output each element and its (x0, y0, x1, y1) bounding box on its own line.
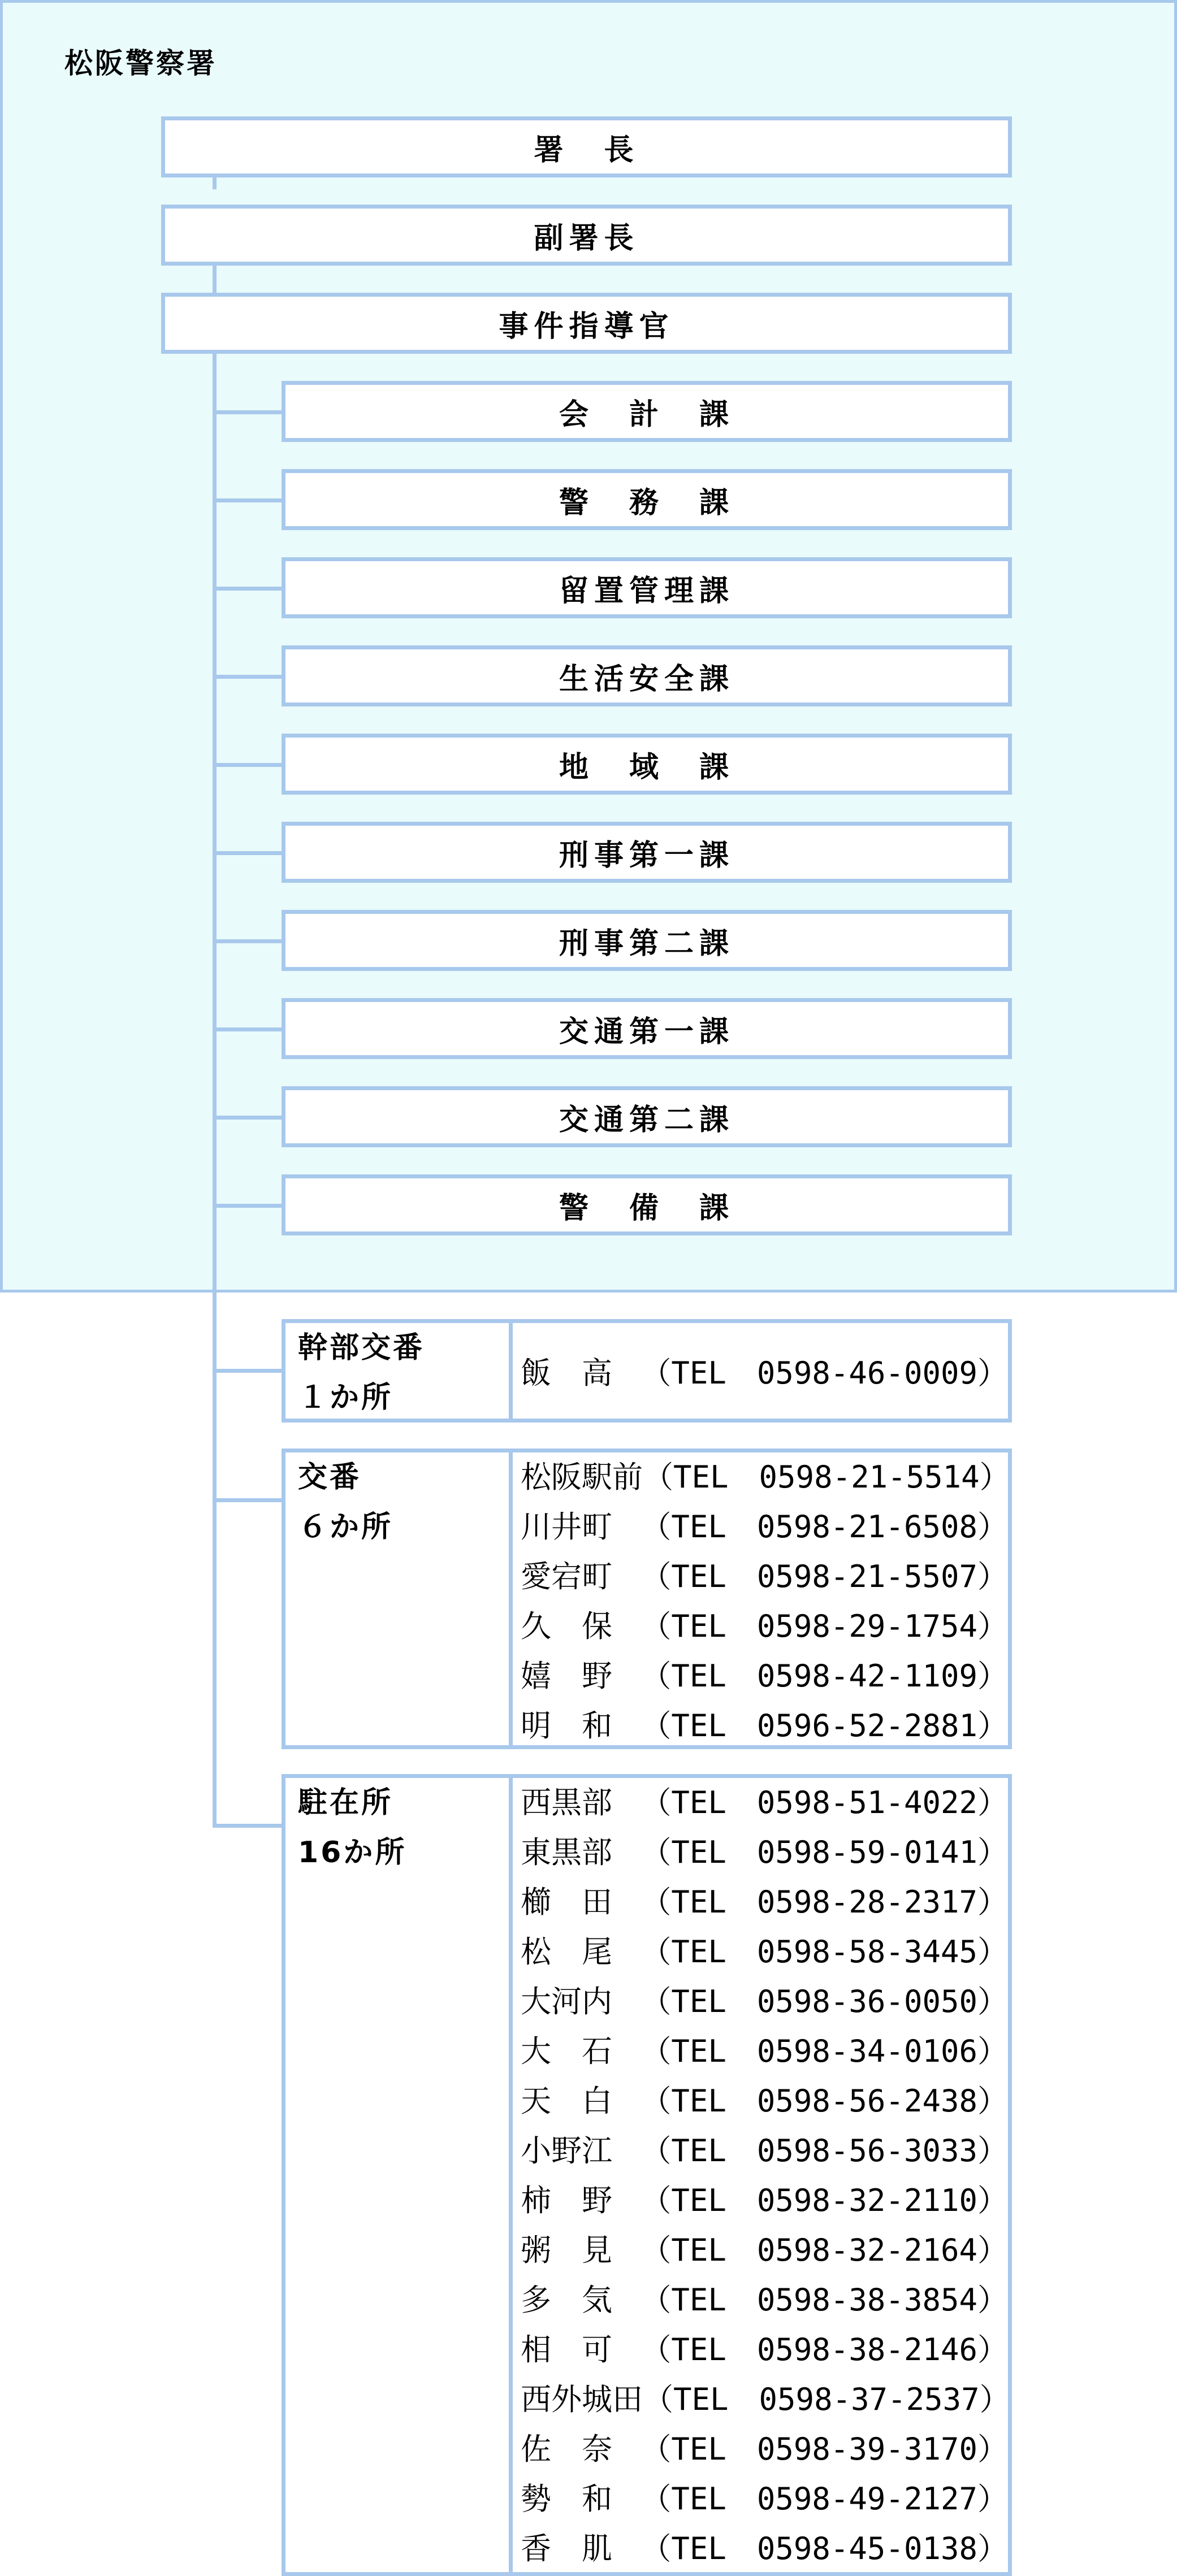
list-item (513, 1348, 1008, 1398)
section-criminal-2: 刑事第二課 (282, 910, 1012, 971)
post-name: 愛宕町 (521, 1559, 612, 1594)
post-tel: （TEL 0598-56-3033） (641, 2133, 1008, 2169)
post-tel: （TEL 0598-38-2146） (641, 2332, 1008, 2367)
section-security: 警 備 課 (282, 1174, 1012, 1235)
post-name: 嬉 野 (521, 1658, 612, 1694)
post-tel: （TEL 0598-39-3170） (641, 2431, 1008, 2467)
top-connector-line (213, 264, 217, 294)
list-item (513, 1651, 1008, 1701)
post-group-chuzaisho (282, 1774, 1012, 2576)
list-item (513, 2375, 1008, 2425)
post-name: 川井町 (521, 1509, 612, 1545)
post-tel: （TEL 0598-36-0050） (641, 1984, 1008, 2019)
branch-line (213, 939, 282, 943)
post-name: 大 石 (521, 2033, 612, 2069)
list-item (513, 1602, 1008, 1651)
list-item (513, 2076, 1008, 2126)
post-name: 久 保 (521, 1608, 612, 1644)
post-list (513, 1452, 1008, 1751)
post-tel: （TEL 0598-32-2110） (641, 2183, 1008, 2218)
list-item (513, 1927, 1008, 1977)
post-tel: （TEL 0598-51-4022） (641, 1785, 1008, 1820)
list-item (513, 1452, 1008, 1502)
branch-line (213, 851, 282, 855)
section-community-policing: 地 域 課 (282, 734, 1012, 795)
post-group-type: 駐在所 16か所 (285, 1778, 513, 2572)
section-accounting: 会 計 課 (282, 381, 1012, 442)
list-item (513, 2425, 1008, 2474)
post-group-type: 交番 ６か所 (285, 1452, 513, 1745)
section-general-affairs: 警 務 課 (282, 469, 1012, 530)
post-tel: （TEL 0596-52-2881） (641, 1708, 1008, 1744)
list-item (513, 2524, 1008, 2574)
branch-line (213, 1204, 282, 1208)
section-community-safety: 生活安全課 (282, 645, 1012, 706)
post-tel: （TEL 0598-21-6508） (641, 1509, 1008, 1545)
list-item (513, 2126, 1008, 2176)
post-tel: （TEL 0598-38-3854） (641, 2282, 1008, 2318)
post-group-koban-hq (282, 1319, 1012, 1423)
post-name: 香 肌 (521, 2531, 612, 2566)
branch-line (213, 410, 282, 414)
branch-line (213, 675, 282, 679)
main-connector-line (213, 352, 217, 1828)
post-name: 東黒部 (521, 1835, 612, 1870)
list-item (513, 1701, 1008, 1751)
post-name: 粥 見 (521, 2232, 612, 2268)
list-item (513, 2275, 1008, 2325)
list-item (513, 2027, 1008, 2076)
branch-line (213, 763, 282, 767)
station-title: 松阪警察署 (64, 47, 217, 80)
post-tel: （TEL 0598-21-5507） (641, 1559, 1008, 1594)
post-group-type: 幹部交番 １か所 (285, 1323, 513, 1419)
post-name: 西黒部 (521, 1785, 612, 1820)
top-connector-line (213, 177, 217, 189)
post-tel: （TEL 0598-42-1109） (641, 1658, 1008, 1694)
position-chief: 署 長 (161, 116, 1012, 177)
post-tel: （TEL 0598-58-3445） (641, 1934, 1008, 1970)
branch-line (213, 587, 282, 591)
post-name: 櫛 田 (521, 1884, 612, 1920)
branch-line (213, 1369, 282, 1373)
section-traffic-2: 交通第二課 (282, 1086, 1012, 1147)
branch-line (213, 1824, 282, 1828)
post-name: 勢 和 (521, 2481, 612, 2517)
post-list (513, 1778, 1008, 2574)
list-item (513, 2325, 1008, 2375)
position-deputy-chief: 副署長 (161, 205, 1012, 266)
list-item (513, 2176, 1008, 2226)
post-name: 松阪駅前 (521, 1459, 643, 1495)
post-tel: （TEL 0598-21-5514） (643, 1459, 1010, 1495)
post-name: 佐 奈 (521, 2431, 612, 2467)
list-item (513, 1502, 1008, 1552)
section-detention: 留置管理課 (282, 557, 1012, 618)
post-tel: （TEL 0598-34-0106） (641, 2033, 1008, 2069)
post-name: 小野江 (521, 2133, 612, 2169)
post-tel: （TEL 0598-45-0138） (641, 2531, 1008, 2566)
post-tel: （TEL 0598-49-2127） (641, 2481, 1008, 2517)
list-item (513, 2474, 1008, 2524)
post-name: 飯 高 (521, 1355, 612, 1391)
section-criminal-1: 刑事第一課 (282, 822, 1012, 883)
post-tel: （TEL 0598-56-2438） (641, 2083, 1008, 2119)
post-name: 多 気 (521, 2282, 612, 2318)
post-tel: （TEL 0598-59-0141） (641, 1835, 1008, 1870)
post-tel: （TEL 0598-28-2317） (641, 1884, 1008, 1920)
post-name: 明 和 (521, 1708, 612, 1744)
branch-line (213, 498, 282, 502)
list-item (513, 1552, 1008, 1602)
post-list (513, 1348, 1008, 1398)
branch-line (213, 1498, 282, 1502)
list-item (513, 1828, 1008, 1877)
list-item (513, 1778, 1008, 1828)
branch-line (213, 1027, 282, 1031)
post-tel: （TEL 0598-46-0009） (641, 1355, 1008, 1391)
section-traffic-1: 交通第一課 (282, 998, 1012, 1059)
post-tel: （TEL 0598-32-2164） (641, 2232, 1008, 2268)
post-name: 相 可 (521, 2332, 612, 2367)
list-item (513, 2226, 1008, 2275)
post-name: 柿 野 (521, 2183, 612, 2218)
post-name: 西外城田 (521, 2382, 643, 2417)
post-name: 松 尾 (521, 1934, 612, 1970)
post-name: 大河内 (521, 1984, 612, 2019)
position-case-supervisor: 事件指導官 (161, 293, 1012, 354)
post-tel: （TEL 0598-29-1754） (641, 1608, 1008, 1644)
post-name: 天 白 (521, 2083, 612, 2119)
list-item (513, 1877, 1008, 1927)
list-item (513, 1977, 1008, 2027)
post-group-koban (282, 1449, 1012, 1749)
branch-line (213, 1116, 282, 1120)
post-tel: （TEL 0598-37-2537） (643, 2382, 1010, 2417)
